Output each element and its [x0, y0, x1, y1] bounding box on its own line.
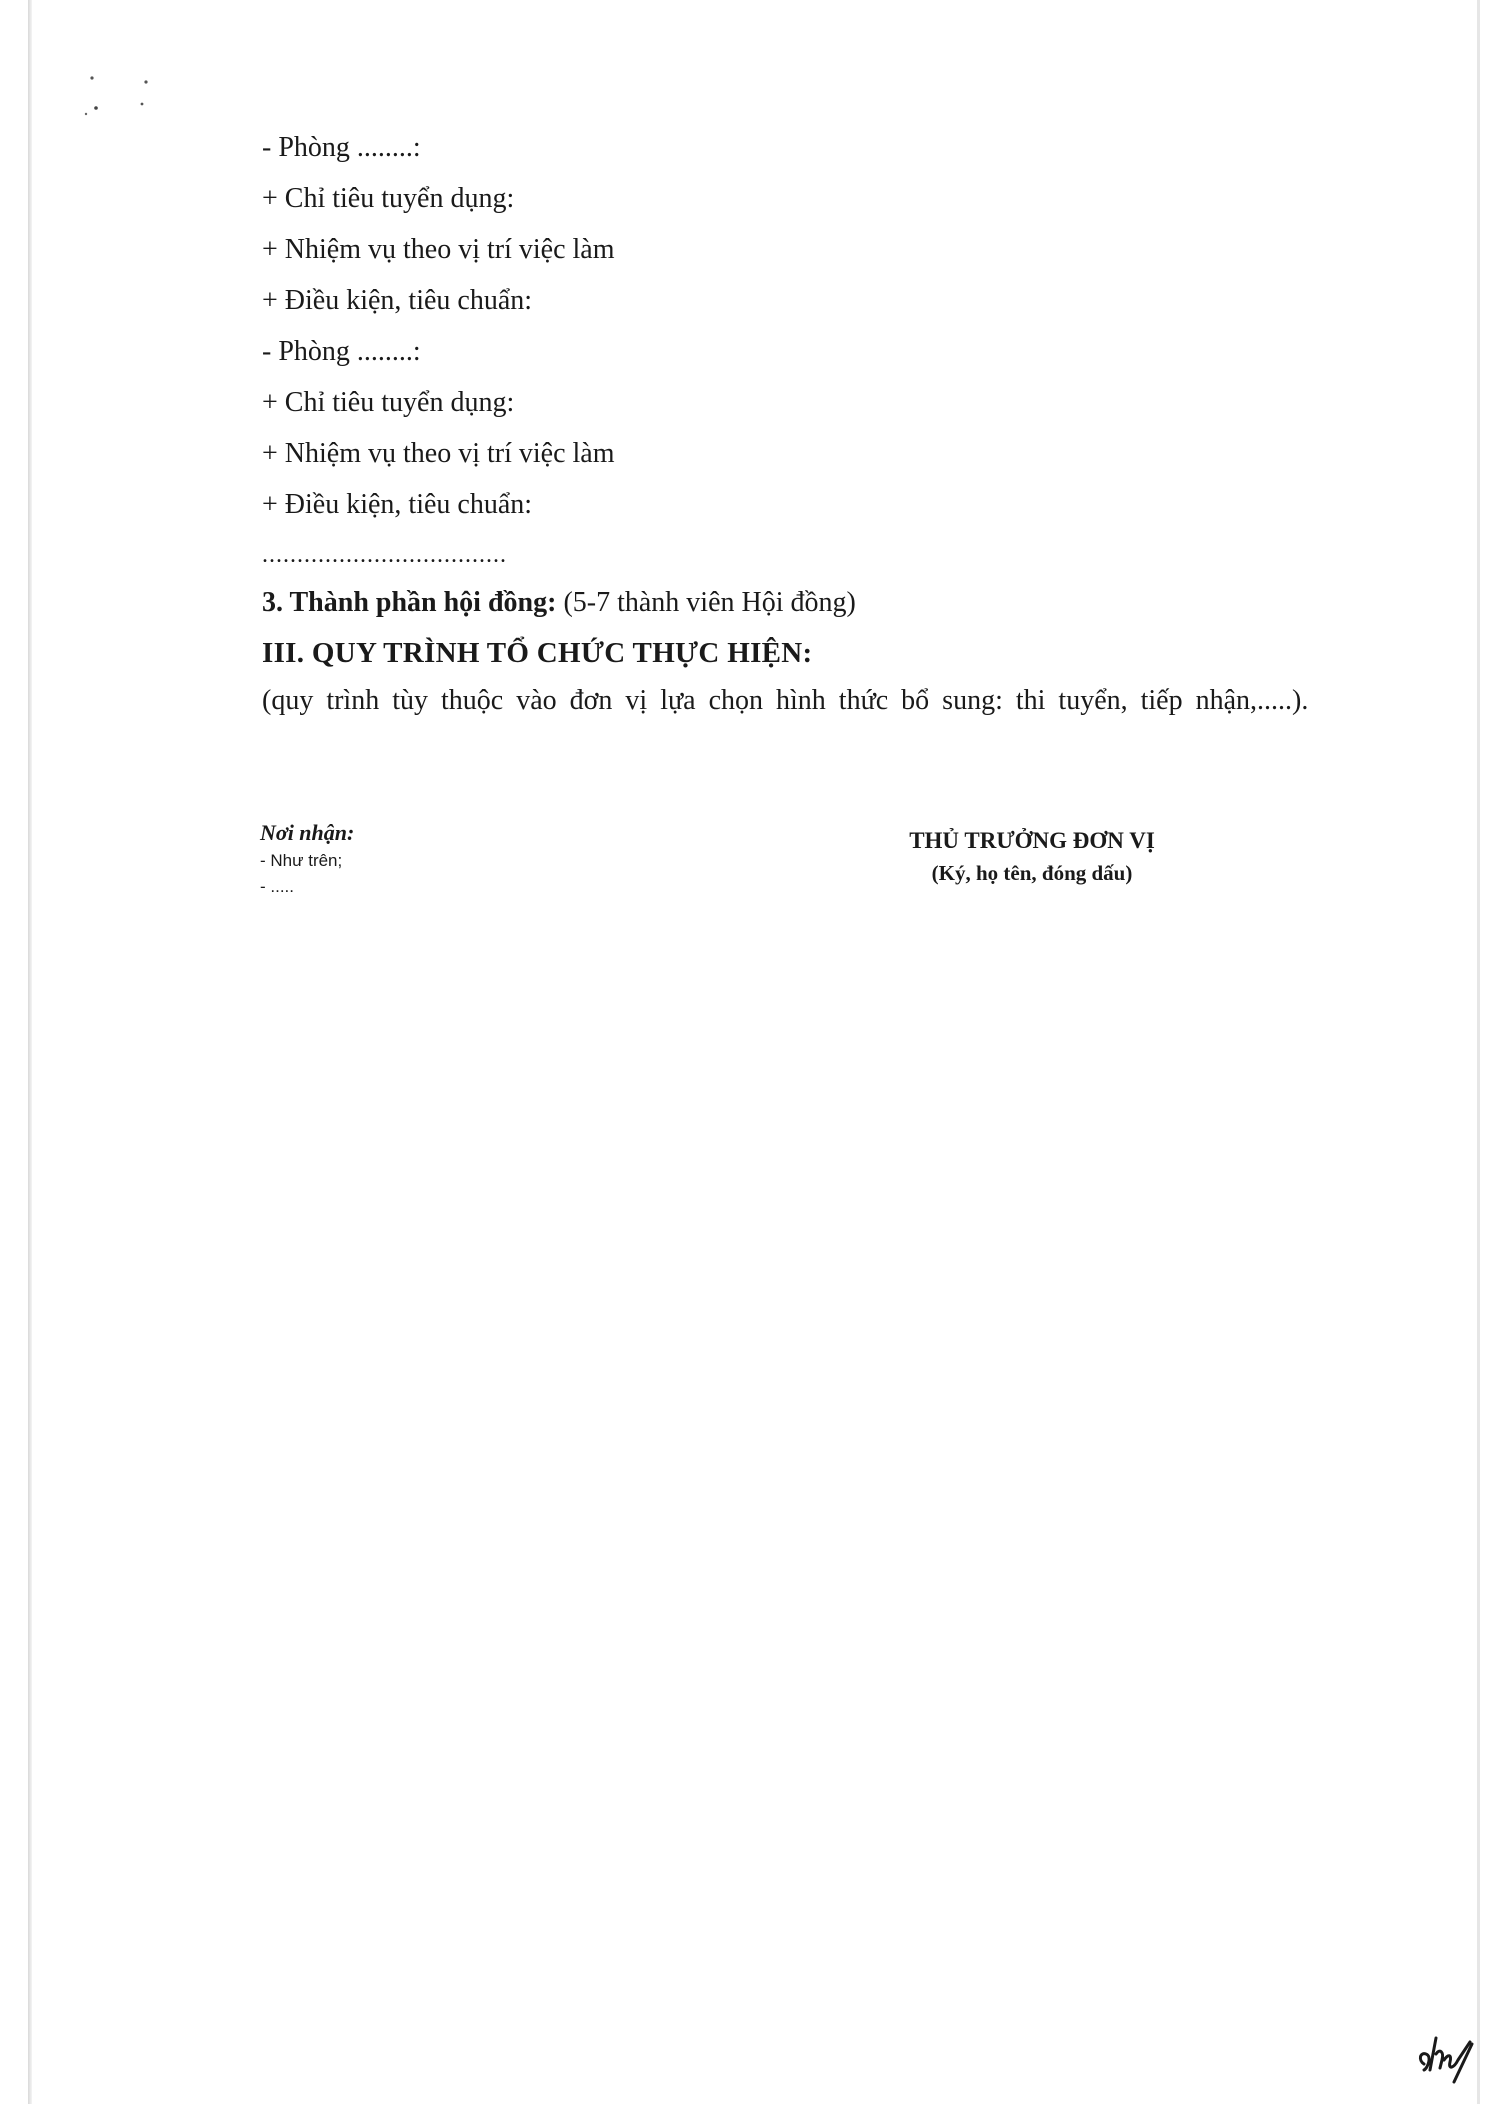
- document-body: [262, 122, 1332, 720]
- recipients-title: Nơi nhận:: [260, 820, 355, 845]
- department-line-2: - Phòng ........:: [262, 336, 421, 367]
- council-note: (5-7 thành viên Hội đồng): [556, 587, 856, 618]
- council-label: 3. Thành phần hội đồng:: [262, 587, 557, 618]
- handwritten-initials: [1414, 2024, 1476, 2086]
- department-line-1: - Phòng ........:: [262, 132, 421, 163]
- council-composition: [262, 578, 1332, 628]
- signature-block: [862, 824, 1202, 889]
- recipient-item: - Như trên;: [260, 851, 343, 870]
- job-duties-line-1: + Nhiệm vụ theo vị trí việc làm: [262, 234, 615, 265]
- scan-right-edge: [1477, 0, 1480, 2104]
- signer-note: (Ký, họ tên, đóng dấu): [931, 861, 1133, 885]
- requirements-line-2: + Điều kiện, tiêu chuẩn:: [262, 489, 533, 520]
- requirements-line-1: + Điều kiện, tiêu chuẩn:: [262, 285, 533, 316]
- signer-title: THỦ TRƯỞNG ĐƠN VỊ: [909, 828, 1155, 853]
- recipient-item: - .....: [260, 877, 294, 896]
- section-iii-description: (quy trình tùy thuộc vào đơn vị lựa chọn hình thức bổ sung: thi tuyển, tiếp nhận,.....).: [262, 685, 1309, 716]
- recruitment-quota-line-2: + Chỉ tiêu tuyển dụng:: [262, 387, 515, 418]
- scan-left-edge: [28, 0, 32, 2104]
- scan-speckles: [84, 72, 154, 132]
- section-iii-title: III. QUY TRÌNH TỔ CHỨC THỰC HIỆN:: [262, 637, 813, 669]
- job-duties-line-2: + Nhiệm vụ theo vị trí việc làm: [262, 438, 615, 469]
- continuation-dots: ...................................: [262, 542, 507, 568]
- recruitment-quota-line-1: + Chỉ tiêu tuyển dụng:: [262, 183, 515, 214]
- recipients-block: [260, 818, 660, 900]
